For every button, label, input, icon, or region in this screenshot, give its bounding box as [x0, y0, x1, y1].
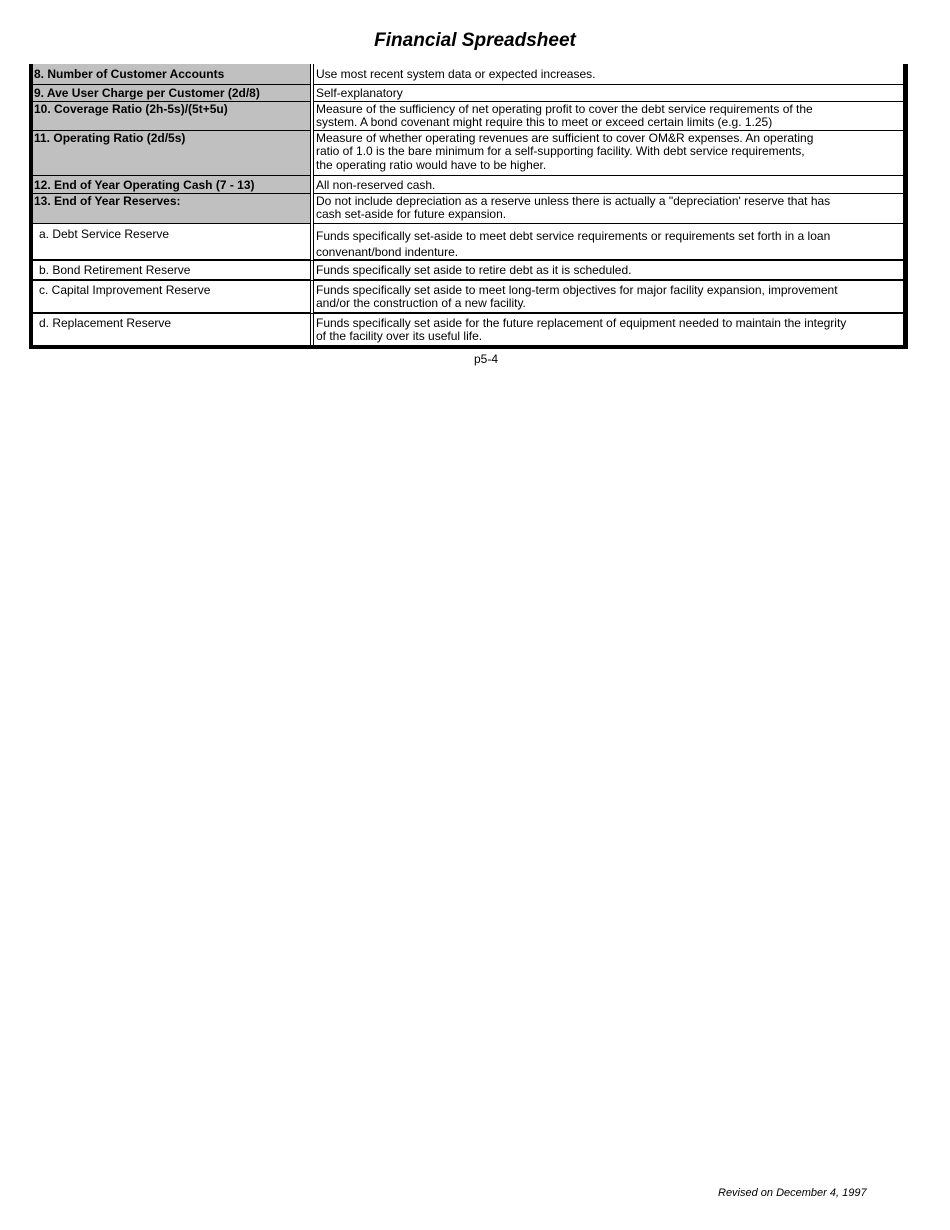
- table-row: [33, 102, 903, 131]
- row-label: a. Debt Service Reserve: [33, 224, 310, 259]
- row-description: Do not include depreciation as a reserve unless there is actually a "depreciation' reserve that has cash set-aside for future expansion.: [316, 194, 831, 222]
- row-description: Funds specifically set aside to meet long-term objectives for major facility expansion, improvement and/or the construction of a new facility.: [316, 283, 838, 311]
- column-divider: [310, 194, 314, 224]
- column-divider: [310, 224, 314, 260]
- revision-note: Revised on December 4, 1997: [718, 1187, 867, 1199]
- table-row: [33, 261, 903, 281]
- table-row: [33, 314, 903, 345]
- row-description: Use most recent system data or expected increases.: [316, 67, 596, 81]
- column-divider: [310, 64, 314, 85]
- table-row: [33, 176, 903, 194]
- table-row: [33, 281, 903, 314]
- row-description: Self-explanatory: [316, 86, 403, 100]
- row-label: 8. Number of Customer Accounts: [33, 64, 310, 84]
- row-description: Funds specifically set-aside to meet debt service requirements or requirements set forth in a loan convenant/bond indenture.: [316, 229, 831, 259]
- column-divider: [310, 314, 314, 345]
- row-label: d. Replacement Reserve: [33, 314, 310, 345]
- row-label: 12. End of Year Operating Cash (7 - 13): [33, 176, 310, 193]
- definitions-table: [29, 64, 908, 349]
- row-description: All non-reserved cash.: [316, 178, 436, 192]
- row-label: 9. Ave User Charge per Customer (2d/8): [33, 85, 310, 101]
- column-divider: [310, 176, 314, 194]
- column-divider: [310, 102, 314, 131]
- row-label: c. Capital Improvement Reserve: [33, 281, 310, 312]
- row-description: Funds specifically set aside to retire debt as it is scheduled.: [316, 263, 632, 277]
- column-divider: [310, 131, 314, 176]
- table-row: [33, 85, 903, 102]
- row-description: Measure of whether operating revenues are sufficient to cover OM&R expenses. An operating ratio of 1.0 is the bare minimum for a self-supporting facility. With debt service requirements, the operating ratio would have to be higher.: [316, 131, 814, 172]
- table-row: [33, 224, 903, 261]
- page-number: p5-4: [473, 352, 499, 366]
- row-description: Funds specifically set aside for the future replacement of equipment needed to maintain the integrity of the facility over its useful life.: [316, 316, 847, 344]
- table-row: [33, 131, 903, 176]
- row-label: 10. Coverage Ratio (2h-5s)/(5t+5u): [33, 102, 310, 130]
- column-divider: [310, 281, 314, 313]
- page-title: Financial Spreadsheet: [374, 30, 576, 51]
- table-row: [33, 64, 903, 85]
- table-row: [33, 194, 903, 224]
- column-divider: [310, 261, 314, 280]
- row-label: 11. Operating Ratio (2d/5s): [33, 131, 310, 175]
- row-label: b. Bond Retirement Reserve: [33, 261, 310, 279]
- row-description: Measure of the sufficiency of net operating profit to cover the debt service requirements of the system. A bond covenant might require this to meet or exceed certain limits (e.g. 1.25): [316, 102, 813, 130]
- column-divider: [310, 85, 314, 102]
- row-label: 13. End of Year Reserves:: [33, 194, 310, 223]
